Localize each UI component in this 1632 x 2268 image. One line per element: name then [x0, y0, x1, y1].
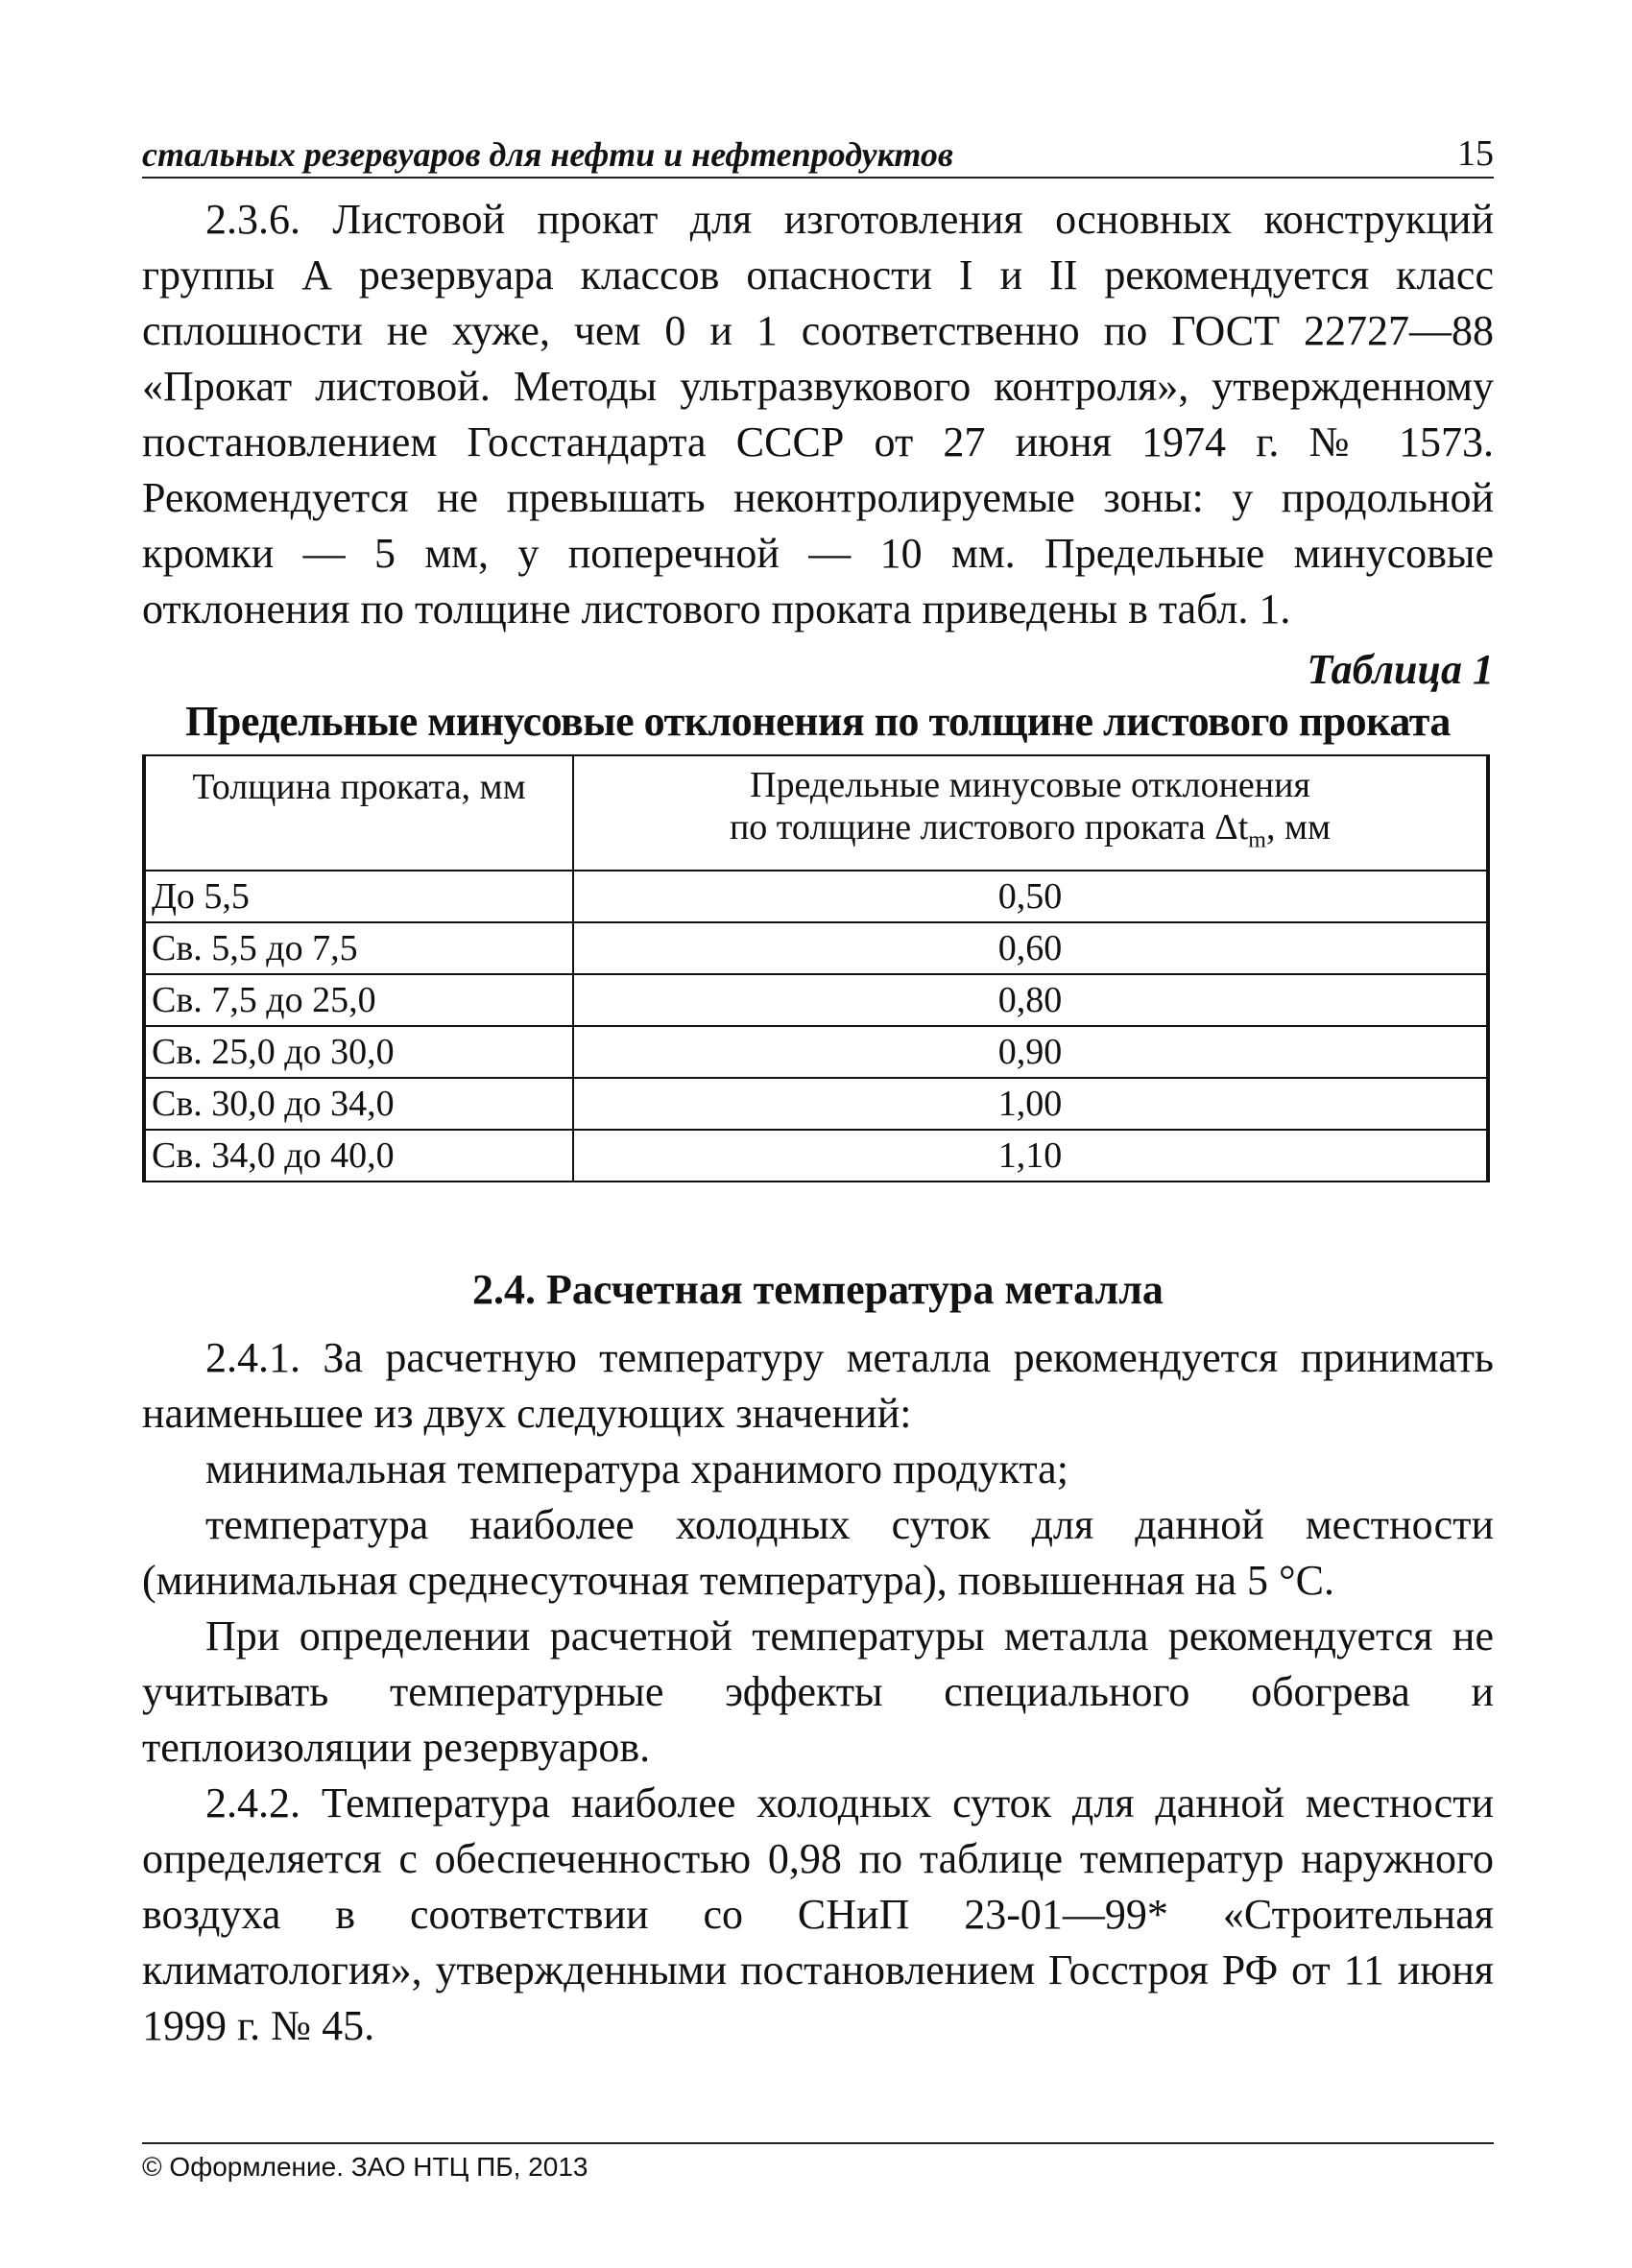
- paragraph-heating-note: При определении расчетной температуры металла рекомендуется не учитывать температурные эффекты специального обогрева и теплоизоляции резервуаров.: [142, 1612, 1494, 1771]
- cell-deviation: 0,80: [573, 974, 1488, 1026]
- paragraph-2-3-6: 2.3.6. Листовой прокат для изготовления основных конструкций группы А резервуара классов опасности I и II рекомендуется класс сплошности не хуже, чем 0 и 1 соответственно по ГОСТ 22727—88 «Прокат листовой. Методы ультразвукового контроля», утвержденному постановлением Госстандарта СССР от 27 июня 1974 г. № 1573. Рекомендуется не превышать неконтролируемые зоны: у продольной кромки — 5 мм, у поперечной — 10 мм. Предельные минусовые отклонения по толщине листового проката приведены в табл. 1.: [142, 196, 1494, 633]
- page-number: 15: [1457, 133, 1494, 174]
- cell-thickness: Св. 5,5 до 7,5: [144, 922, 573, 974]
- header-deviation-line2: [580, 806, 1480, 862]
- cell-thickness: Св. 34,0 до 40,0: [144, 1130, 573, 1182]
- header-deviation-prefix: по толщине листового проката Δt: [729, 807, 1249, 848]
- table-row: [144, 1130, 1488, 1182]
- table-row: [144, 1078, 1488, 1130]
- cell-deviation: 1,00: [573, 1078, 1488, 1130]
- table-row: [144, 974, 1488, 1026]
- table-caption: Таблица 1: [1307, 646, 1494, 693]
- paragraph-2-4-1: 2.4.1. За расчетную температуру металла рекомендуется принимать наименьшее из двух следующих значений:: [142, 1334, 1494, 1437]
- cell-deviation: 1,10: [573, 1130, 1488, 1182]
- page-footer: [142, 2142, 1494, 2183]
- cell-thickness: До 5,5: [144, 871, 573, 922]
- header-deviation-sub: m: [1248, 827, 1266, 853]
- paragraph-2-4-2: 2.4.2. Температура наиболее холодных суток для данной местности определяется с обеспеченностью 0,98 по таблице температур наружного воздуха в соответствии со СНиП 23-01—99* «Строительная климатология», утвержденными постановлением Госстроя РФ от 11 июня 1999 г. № 45.: [142, 1779, 1494, 2049]
- copyright-text: © Оформление. ЗАО НТЦ ПБ, 2013: [142, 2152, 588, 2182]
- section-title: 2.4. Расчетная температура металла: [472, 1266, 1164, 1313]
- cell-deviation: 0,60: [573, 922, 1488, 974]
- header-thickness: Толщина проката, мм: [144, 755, 573, 871]
- table-row: [144, 871, 1488, 922]
- cell-thickness: Св. 25,0 до 30,0: [144, 1026, 573, 1078]
- table-header-row: [144, 755, 1488, 871]
- table-row: [144, 1026, 1488, 1078]
- paragraph-min-product-temp: минимальная температура хранимого продукта;: [205, 1445, 1068, 1492]
- header-deviation: [573, 755, 1488, 871]
- document-page: [142, 125, 1494, 2054]
- cell-thickness: Св. 7,5 до 25,0: [144, 974, 573, 1026]
- table-row: [144, 922, 1488, 974]
- cell-deviation: 0,90: [573, 1026, 1488, 1078]
- header-deviation-suffix: , мм: [1265, 807, 1332, 848]
- cell-deviation: 0,50: [573, 871, 1488, 922]
- cell-thickness: Св. 30,0 до 34,0: [144, 1078, 573, 1130]
- table-title: Предельные минусовые отклонения по толщине листового проката: [185, 698, 1451, 745]
- deviation-table: [142, 754, 1490, 1182]
- running-header: [142, 125, 1494, 179]
- paragraph-coldest-day-temp: температура наиболее холодных суток для данной местности (минимальная среднесуточная температура), повышенная на 5 °С.: [142, 1501, 1494, 1604]
- header-deviation-line1: Предельные минусовые отклонения: [750, 765, 1310, 806]
- running-title: стальных резервуаров для нефти и нефтепродуктов: [142, 135, 953, 174]
